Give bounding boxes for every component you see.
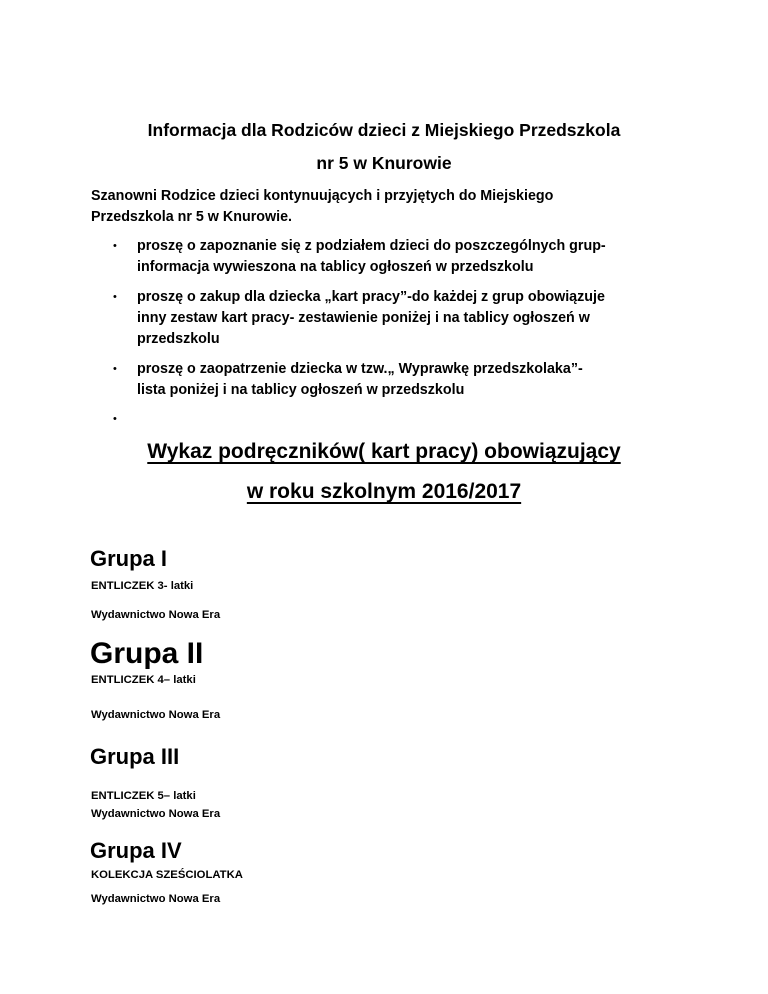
- group-1-heading: Grupa I: [90, 546, 168, 571]
- bullet-3-line-2: lista poniżej i na tablicy ogłoszeń w przedszkolu: [137, 382, 465, 398]
- group-2-publisher: Wydawnictwo Nowa Era: [91, 709, 221, 721]
- group-4-publisher: Wydawnictwo Nowa Era: [91, 893, 221, 905]
- group-1-publisher: Wydawnictwo Nowa Era: [91, 609, 221, 621]
- wykaz-heading-line-2: w roku szkolnym 2016/2017: [246, 480, 522, 503]
- group-1-book: ENTLICZEK 3- latki: [91, 580, 194, 592]
- group-4-heading: Grupa IV: [90, 838, 182, 863]
- wykaz-heading-line-1: Wykaz podręczników( kart pracy) obowiązujący: [147, 440, 621, 463]
- bullet-1-line-2: informacja wywieszona na tablicy ogłoszeń w przedszkolu: [137, 259, 534, 275]
- bullet-symbol: •: [113, 240, 117, 252]
- bullet-1-line-1: proszę o zapoznanie się z podziałem dzieci do poszczególnych grup-: [137, 238, 606, 254]
- bullet-2-line-3: przedszkolu: [137, 331, 220, 347]
- group-3-heading: Grupa III: [90, 744, 180, 769]
- group-3-book: ENTLICZEK 5– latki: [91, 790, 196, 802]
- bullet-symbol-empty: •: [113, 413, 117, 425]
- bullet-symbol: •: [113, 363, 117, 375]
- bullet-2-line-1: proszę o zakup dla dziecka „kart pracy”-do każdej z grup obowiązuje: [137, 289, 605, 305]
- title-line-1: Informacja dla Rodziców dzieci z Miejskiego Przedszkola: [147, 120, 621, 140]
- group-3-publisher: Wydawnictwo Nowa Era: [91, 808, 221, 820]
- title-line-2: nr 5 w Knurowie: [316, 153, 452, 173]
- group-4-book: KOLEKCJA SZEŚCIOLATKA: [91, 869, 243, 881]
- group-2-heading: Grupa II: [90, 637, 204, 670]
- intro-line-1: Szanowni Rodzice dzieci kontynuujących i przyjętych do Miejskiego: [91, 188, 554, 204]
- bullet-symbol: •: [113, 291, 117, 303]
- intro-line-2: Przedszkola nr 5 w Knurowie.: [91, 209, 293, 225]
- group-2-book: ENTLICZEK 4– latki: [91, 674, 196, 686]
- bullet-3-line-1: proszę o zaopatrzenie dziecka w tzw.„ Wyprawkę przedszkolaka”-: [137, 361, 583, 377]
- bullet-2-line-2: inny zestaw kart pracy- zestawienie poniżej i na tablicy ogłoszeń w: [137, 310, 590, 326]
